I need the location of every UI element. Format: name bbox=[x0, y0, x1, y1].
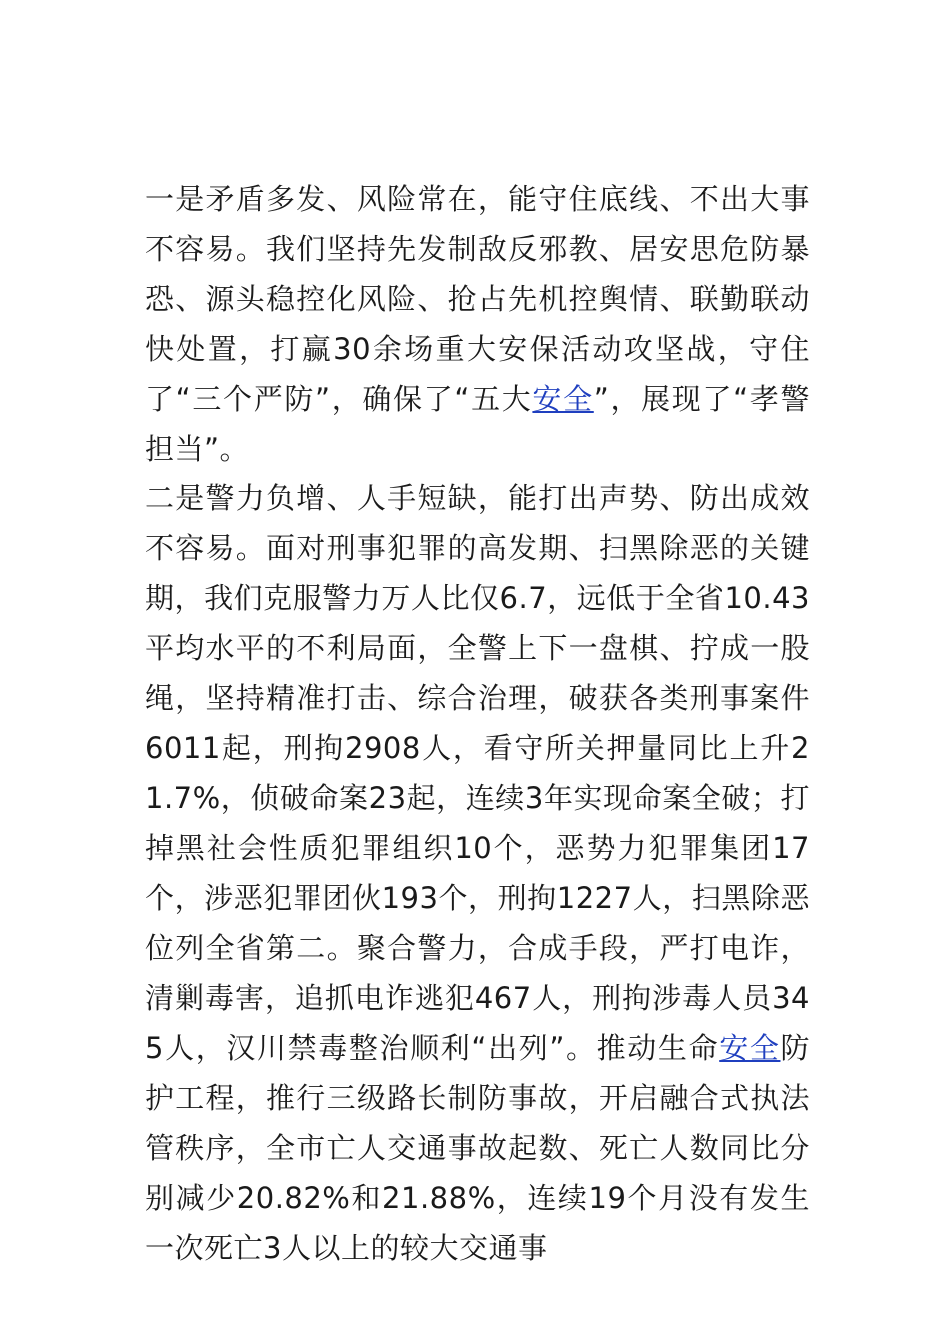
paragraph-1 bbox=[145, 174, 810, 474]
paragraph-2-text-end: 防护工程，推行三级路长制防事故，开启融合式执法管秩序，全市亡人交通事故起数、死亡人数同比分别减少20.82%和21.88%，连续19个月没有发生一次死亡3人以上的较大交通事 bbox=[145, 1031, 810, 1265]
safety-link-1[interactable]: 安全 bbox=[532, 382, 594, 416]
paragraph-1-text-end: ”，展现了“孝警担当”。 bbox=[145, 382, 810, 466]
paragraph-1-text-start: 一是矛盾多发、风险常在，能守住底线、不出大事不容易。我们坚持先发制敌反邪教、居安思危防暴恐、源头稳控化风险、抢占先机控舆情、联勤联动快处置，打赢30余场重大安保活动攻坚战，守住了“三个严防”，确保了“五大 bbox=[145, 182, 810, 416]
paragraph-2-text-start: 二是警力负增、人手短缺，能打出声势、防出成效不容易。面对刑事犯罪的高发期、扫黑除恶的关键期，我们克服警力万人比仅6.7，远低于全省10.43平均水平的不利局面，全警上下一盘棋、拧成一股绳，坚持精准打击、综合治理，破获各类刑事案件6011起，刑拘2908人，看守所关押量同比上升21.7%，侦破命案23起，连续3年实现命案全破；打掉黑社会性质犯罪组织10个，恶势力犯罪集团17个，涉恶犯罪团伙193个，刑拘1227人，扫黑除恶位列全省第二。聚合警力，合成手段，严打电诈，清剿毒害，追抓电诈逃犯467人，刑拘涉毒人员345人，汉川禁毒整治顺利“出列”。推动生命 bbox=[145, 481, 810, 1065]
safety-link-2[interactable]: 安全 bbox=[719, 1031, 781, 1065]
paragraph-2 bbox=[145, 473, 810, 1273]
